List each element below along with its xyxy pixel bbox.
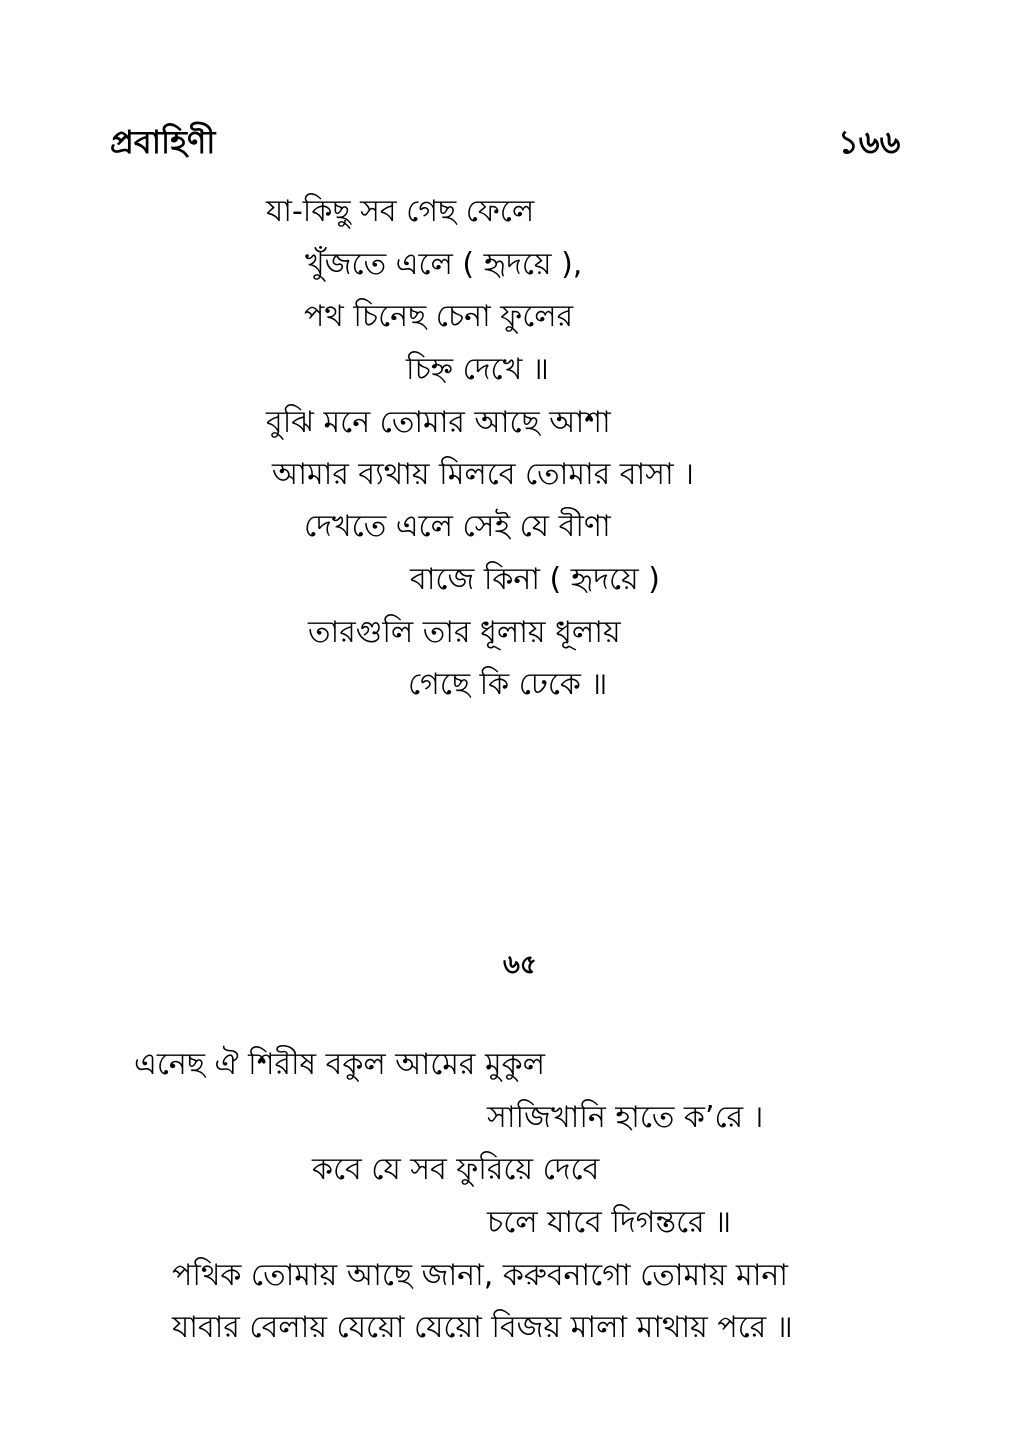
verse-line: দেখতে এলে সেই যে বীণা	[304, 509, 611, 544]
verse-line: তারগুলি তার ধূলায় ধূলায়	[308, 615, 621, 650]
verse-line: পথ চিনেছ চেনা ফুলের	[304, 299, 574, 334]
song-number: ৬৫	[503, 950, 537, 980]
verse-line: বাজে কিনা ( হৃদয়ে )	[410, 562, 660, 597]
verse-line: এনেছ ঐ শিরীষ বকুল আমের মুকুল	[134, 1047, 545, 1082]
verse-line: গেছে কি ঢেকে ॥	[408, 667, 608, 702]
verse-line: পথিক তোমায় আছে জানা, করুবনাগো তোমায় মানা	[172, 1258, 788, 1293]
verse-line: সাজিখানি হাতে ক’রে ।	[487, 1100, 764, 1135]
verse-line: যা-কিছু সব গেছ ফেলে	[266, 194, 535, 229]
verse-line: চিহ্ন দেখে ॥	[406, 352, 549, 387]
verse-line: যাবার বেলায় যেয়ো যেয়ো বিজয় মালা মাথায় পরে ॥	[172, 1310, 793, 1345]
verse-line: আমার ব্যথায় মিলবে তোমার বাসা ।	[272, 457, 694, 492]
verse-line: খুঁজতে এলে ( হৃদয়ে ),	[305, 247, 583, 282]
verse-line: কবে যে সব ফুরিয়ে দেবে	[312, 1152, 600, 1187]
verse-line: চলে যাবে দিগন্তরে ॥	[487, 1205, 732, 1240]
verse-line: বুঝি মনে তোমার আছে আশা	[266, 405, 611, 440]
page-number: ১৬৬	[838, 123, 901, 161]
book-title: প্রবাহিণী	[110, 123, 216, 161]
